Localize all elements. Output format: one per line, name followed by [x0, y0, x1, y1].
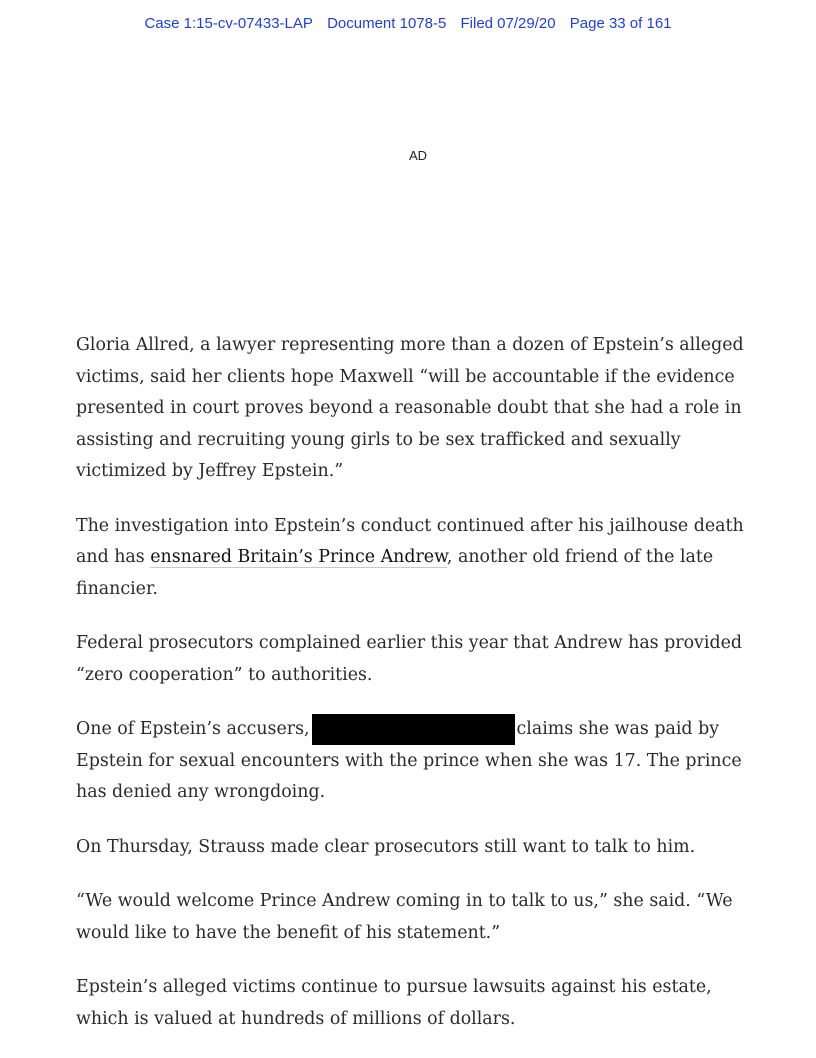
paragraph-investigation [76, 511, 756, 606]
paragraph-prosecutors: Federal prosecutors complained earlier this year that Andrew has provided “zero cooperation” to authorities. [76, 633, 742, 685]
document-number: Document 1078-5 [327, 15, 447, 32]
case-number: Case 1:15-cv-07433-LAP [144, 15, 313, 32]
filed-date: Filed 07/29/20 [460, 15, 556, 32]
prince-andrew-link[interactable]: ensnared Britain’s Prince Andrew [150, 547, 447, 567]
paragraph-lawsuits: Epstein’s alleged victims continue to pursue lawsuits against his estate, which is valued at hundreds of millions of dollars. [76, 977, 712, 1029]
paragraph-text: , another old friend of the late financier. [76, 547, 714, 599]
paragraph-accuser [76, 714, 756, 809]
paragraph-strauss: On Thursday, Strauss made clear prosecutors still want to talk to him. [76, 836, 696, 857]
article-body [76, 330, 756, 1058]
paragraph-text: One of Epstein’s accusers, [76, 719, 310, 739]
paragraph-text: The investigation into Epstein’s conduct continued after his jailhouse death and has [76, 515, 744, 567]
court-filing-header [0, 15, 816, 32]
ad-label: AD [408, 148, 428, 163]
paragraph-text: claims she was paid by Epstein for sexual encounters with the prince when she was 17. The prince has denied any wrongdoing. [76, 719, 742, 802]
paragraph-quote: “We would welcome Prince Andrew coming in to talk to us,” she said. “We would like to have the benefit of his statement.” [76, 891, 733, 943]
page-number: Page 33 of 161 [569, 15, 672, 32]
paragraph-allred: Gloria Allred, a lawyer representing more than a dozen of Epstein’s alleged victims, said her clients hope Maxwell “will be accountable if the evidence presented in court proves beyond a reasonable doubt that she had a role in assisting and recruiting young girls to be sex trafficked and sexually victimized by Jeffrey Epstein.” [76, 335, 744, 481]
redaction-block [312, 714, 515, 745]
